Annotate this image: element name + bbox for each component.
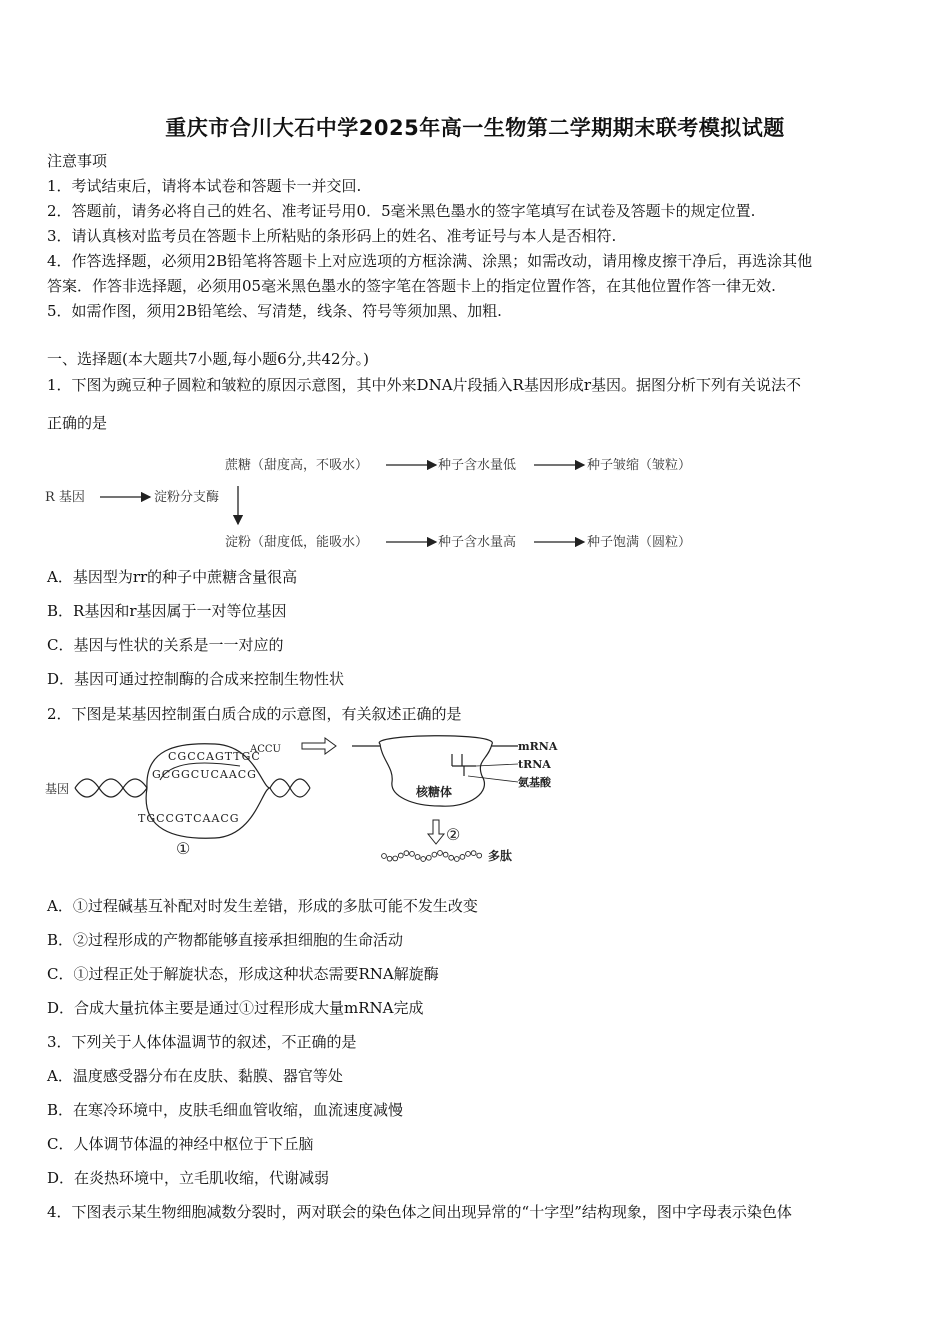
option-d: D．合成大量抗体主要是通过①过程形成大量mRNA完成 xyxy=(47,999,424,1017)
starch-label: 淀粉（甜度低，能吸水） xyxy=(225,535,369,550)
amino-acid-bead xyxy=(477,853,482,858)
amino-acid-bead xyxy=(404,851,409,856)
wrinkled-label: 种子皱缩（皱粒） xyxy=(587,458,692,473)
dna-helix-right xyxy=(270,779,310,797)
amino-acid-bead xyxy=(398,853,403,858)
amino-acid-bead xyxy=(466,851,471,856)
option-c: C．①过程正处于解旋状态，形成这种状态需要RNA解旋酶 xyxy=(47,965,439,983)
amino-acid-bead xyxy=(415,855,420,860)
enzyme-label: 淀粉分支酶 xyxy=(154,490,220,505)
gene-label: 基因 xyxy=(45,782,70,796)
trna-label: tRNA xyxy=(518,758,551,771)
dna-top-sequence: CGCCAGTTGC xyxy=(168,750,261,763)
trna-pointer xyxy=(476,764,518,766)
notice-item: 3．请认真核对监考员在答题卡上所粘贴的条形码上的姓名、准考证号与本人是否相符. xyxy=(47,227,617,245)
notice-item: 5．如需作图，须用2B铅笔绘、写清楚，线条、符号等须加黑、加粗. xyxy=(47,302,502,320)
question-3-stem: 3．下列关于人体体温调节的叙述，不正确的是 xyxy=(47,1033,357,1051)
dna-helix-left xyxy=(75,779,147,797)
page-title: 重庆市合川大石中学2025年高一生物第二学期期末联考模拟试题 xyxy=(165,116,785,140)
amino-acid-bead xyxy=(460,855,465,860)
amino-acid-bead xyxy=(443,852,448,857)
option-a: A．基因型为rr的种子中蔗糖含量很高 xyxy=(47,568,298,586)
seed-cause-diagram xyxy=(40,448,720,560)
amino-acid-bead xyxy=(393,856,398,861)
option-c: C．人体调节体温的神经中枢位于下丘脑 xyxy=(47,1135,314,1153)
step-1-label: ① xyxy=(176,839,191,858)
ribosome-label: 核糖体 xyxy=(416,785,453,799)
amino-acid-bead xyxy=(421,857,426,862)
rna-tail: ACCU xyxy=(250,744,281,755)
question-1-stem-cont: 正确的是 xyxy=(47,414,108,432)
notice-item: 4．作答选择题，必须用2B铅笔将答题卡上对应选项的方框涂满、涂黑；如需改动，请用橡皮擦干净后，再选涂其他 xyxy=(47,252,813,270)
step-2-label: ② xyxy=(446,825,461,844)
notice-item: 1．考试结束后，请将本试卷和答题卡一并交回. xyxy=(47,177,362,195)
amino-acid-label: 氨基酸 xyxy=(518,776,551,789)
option-d: D．在炎热环境中，立毛肌收缩，代谢减弱 xyxy=(47,1169,330,1187)
translation-arrow xyxy=(428,820,444,844)
amino-acid-bead xyxy=(454,857,459,862)
option-d: D．基因可通过控制酶的合成来控制生物性状 xyxy=(47,670,345,688)
notice-item: 答案．作答非选择题，必须用05毫米黑色墨水的签字笔在答题卡上的指定位置作答，在其他位置作答一律无效. xyxy=(47,277,776,295)
mrna-label: mRNA xyxy=(518,740,558,753)
notice-heading: 注意事项 xyxy=(47,152,108,170)
amino-acid-bead xyxy=(387,856,392,861)
amino-acid-bead xyxy=(432,852,437,857)
amino-acid-bead xyxy=(449,855,454,860)
option-b: B．R基因和r基因属于一对等位基因 xyxy=(47,602,287,620)
question-1-stem: 1．下图为豌豆种子圆粒和皱粒的原因示意图，其中外来DNA片段插入R基因形成r基因。据图分析下列有关说法不 xyxy=(47,376,801,394)
sucrose-label: 蔗糖（甜度高，不吸水） xyxy=(225,458,369,473)
dna-bottom-sequence: TGCCGTCAACG xyxy=(138,812,240,825)
question-4-stem: 4．下图表示某生物细胞减数分裂时，两对联会的染色体之间出现异常的“十字型”结构现象，图中字母表示染色体 xyxy=(47,1203,792,1221)
amino-acid-bead xyxy=(471,851,476,856)
rna-sequence: GCGGCUCAACG xyxy=(152,768,257,781)
dna-helix-left xyxy=(75,779,147,797)
high-water-label: 种子含水量高 xyxy=(438,535,517,550)
option-c: C．基因与性状的关系是一一对应的 xyxy=(47,636,284,654)
amino-acid-bead xyxy=(438,851,443,856)
option-a: A．温度感受器分布在皮肤、黏膜、器官等处 xyxy=(47,1067,343,1085)
option-b: B．在寒冷环境中，皮肤毛细血管收缩，血流速度减慢 xyxy=(47,1101,404,1119)
protein-synthesis-diagram xyxy=(40,730,580,875)
section-heading: 一、选择题(本大题共7小题,每小题6分,共42分。) xyxy=(47,350,369,368)
round-label: 种子饱满（圆粒） xyxy=(587,535,692,550)
option-b: B．②过程形成的产物都能够直接承担细胞的生命活动 xyxy=(47,931,404,949)
low-water-label: 种子含水量低 xyxy=(438,458,517,473)
amino-acid-bead xyxy=(426,855,431,860)
polypeptide-label: 多肽 xyxy=(488,849,513,863)
notice-item: 2．答题前，请务必将自己的姓名、准考证号用0．5毫米黑色墨水的签字笔填写在试卷及答题卡的规定位置. xyxy=(47,202,756,220)
amino-acid-bead xyxy=(410,851,415,856)
polypeptide-chain xyxy=(382,851,482,862)
amino-acid-bead xyxy=(382,854,387,859)
option-a: A．①过程碱基互补配对时发生差错，形成的多肽可能不发生改变 xyxy=(47,897,478,915)
question-2-stem: 2．下图是某基因控制蛋白质合成的示意图，有关叙述正确的是 xyxy=(47,705,462,723)
process-arrow xyxy=(302,738,336,754)
r-gene-label: R 基因 xyxy=(45,490,85,505)
